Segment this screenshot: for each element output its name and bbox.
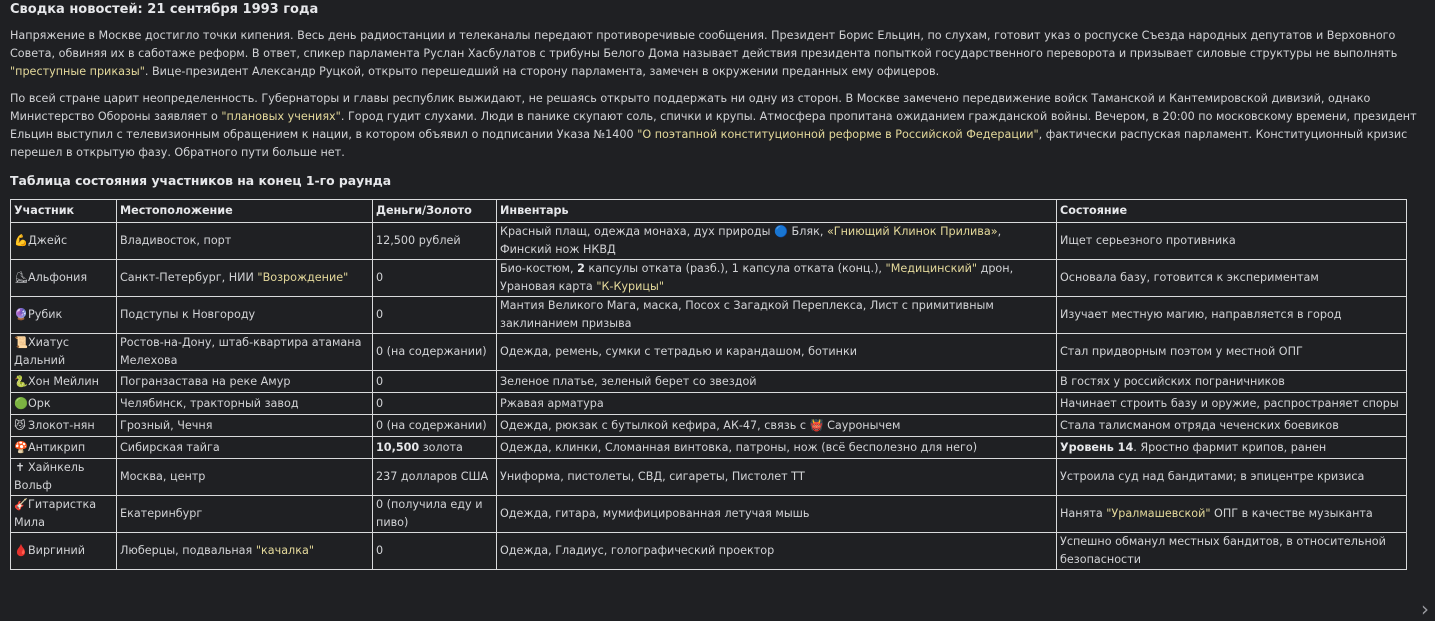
table-row xyxy=(11,223,1407,260)
table-row xyxy=(11,496,1407,533)
location-cell xyxy=(117,415,373,437)
page-title: Сводка новостей: 21 сентября 1993 года xyxy=(10,2,319,17)
text-span: . Город гудит слухами. Люди в панике скупают соль, спички и крупы. Атмосфера пропитана ожиданием гражданской войны. Вечером, в 20:00 по московскому времени, президент Ельцин выступил с телевизионным обращением к нации, в котором объявил о подписании Указа №1400 xyxy=(10,110,1417,141)
cell-text: Москва, центр xyxy=(120,470,206,483)
participant-cell xyxy=(11,334,117,371)
state-cell xyxy=(1057,260,1407,297)
table-row xyxy=(11,415,1407,437)
participant-emoji-icon: ✝ xyxy=(15,461,25,474)
location-cell xyxy=(117,260,373,297)
participant-cell xyxy=(11,533,117,570)
participant-cell xyxy=(11,223,117,260)
text-span: . Вице-президент Александр Руцкой, открыто перешедший на сторону парламента, замечен в окружении преданных ему офицеров. xyxy=(144,65,940,78)
participant-emoji-icon: 🐍 xyxy=(14,374,28,388)
text-span: Напряжение в Москве достигло точки кипения. Весь день радиостанции и телеканалы передают противоречивые сообщения. Президент Борис Ельцин, по слухам, готовит указ о роспуске Съезда народных депутатов и Верховного Совета, обвиняя их в саботаже реформ. В ответ, спикер парламента Руслан Хасбулатов с трибуны Белого Дома называет действия президента попыткой государственного переворота и призывает силовые структуры не выполнять xyxy=(10,29,1398,60)
state-cell xyxy=(1057,371,1407,393)
cell-text: , Финский нож НКВД xyxy=(500,225,1002,256)
participant-name: Джейс xyxy=(28,234,68,247)
cell-text: Ищет серьезного противника xyxy=(1060,234,1236,247)
cell-text: Зеленое платье, зеленый берет со звездой xyxy=(500,374,757,388)
cell-text: Одежда, Гладиус, голографический проектор xyxy=(500,544,775,557)
quote-highlight: «Гниющий Клинок Прилива» xyxy=(826,225,998,238)
participant-emoji-icon: 🟢 xyxy=(14,396,28,410)
location-cell xyxy=(117,334,373,371)
cell-text: Владивосток, порт xyxy=(120,234,232,247)
table-body xyxy=(11,223,1407,570)
cell-text: Люберцы, подвальная xyxy=(120,544,256,557)
inventory-cell xyxy=(497,297,1057,334)
cell-text: Челябинск, тракторный завод xyxy=(120,396,299,410)
participant-name: Злокот-нян xyxy=(28,418,95,432)
quote-highlight: "Медицинский" xyxy=(885,262,978,275)
participant-name: Виргиний xyxy=(28,544,86,557)
participant-name: Хиатус Дальний xyxy=(14,336,70,367)
cell-text: 0 xyxy=(376,271,384,284)
cell-text: капсулы отката (разб.), 1 капсула отката (конц.), xyxy=(584,262,886,275)
location-cell xyxy=(117,533,373,570)
participant-cell xyxy=(11,415,117,437)
inline-emoji-icon: 🔵 xyxy=(774,225,788,238)
location-cell xyxy=(117,297,373,334)
cell-text: Униформа, пистолеты, СВД, сигареты, Пистолет ТТ xyxy=(500,470,805,483)
header-money: Деньги/Золото xyxy=(373,200,497,223)
cell-text: Изучает местную магию, направляется в город xyxy=(1060,308,1342,321)
participant-emoji-icon: 🔮 xyxy=(14,308,28,321)
cell-text: Устроила суд над бандитами; в эпицентре кризиса xyxy=(1060,470,1365,483)
table-row xyxy=(11,371,1407,393)
money-cell xyxy=(373,297,497,334)
text-span: , фактически распуская парламент. Конституционный кризис перешел в открытую фазу. Обратного пути больше нет. xyxy=(10,128,1408,159)
inventory-cell xyxy=(497,437,1057,459)
cell-text: 12,500 рублей xyxy=(376,234,461,247)
participant-name: Хон Мейлин xyxy=(28,374,99,388)
cell-text: . Яростно фармит крипов, ранен xyxy=(1133,440,1327,454)
participant-cell xyxy=(11,393,117,415)
cell-text: 0 (получила еду и пиво) xyxy=(376,498,483,529)
inventory-cell xyxy=(497,393,1057,415)
table-title: Таблица состояния участников на конец 1-го раунда xyxy=(10,173,392,188)
cell-text: 10,500 xyxy=(376,440,420,454)
inventory-cell xyxy=(497,415,1057,437)
table-row xyxy=(11,437,1407,459)
cell-text: Начинает строить базу и оружие, распространяет споры xyxy=(1060,396,1399,410)
cell-text: 0 (на содержании) xyxy=(376,345,487,358)
money-cell xyxy=(373,496,497,533)
participant-emoji-icon: ⛸ xyxy=(14,271,29,284)
cell-text: Подступы к Новгороду xyxy=(120,308,256,321)
participant-emoji-icon: 😼 xyxy=(14,418,26,432)
quote-highlight: "преступные приказы" xyxy=(10,65,145,78)
cell-text: Екатеринбург xyxy=(120,507,203,520)
cell-text: Красный плащ, одежда монаха, дух природы xyxy=(500,225,775,238)
state-cell xyxy=(1057,415,1407,437)
cell-text: Одежда, клинки, Сломанная винтовка, патроны, нож (всё бесполезно для него) xyxy=(500,440,978,454)
state-cell xyxy=(1057,393,1407,415)
state-cell xyxy=(1057,223,1407,260)
state-cell xyxy=(1057,533,1407,570)
location-cell xyxy=(117,371,373,393)
cell-text: Успешно обманул местных бандитов, в относительной безопасности xyxy=(1060,535,1386,566)
inline-emoji-icon: 👹 xyxy=(809,418,824,432)
money-cell xyxy=(373,533,497,570)
cell-text: 0 xyxy=(376,308,384,321)
participant-emoji-icon: 🩸 xyxy=(14,544,28,557)
participant-name: Хайнкель Вольф xyxy=(14,461,85,492)
money-cell xyxy=(373,437,497,459)
header-participant: Участник xyxy=(11,200,117,223)
participant-emoji-icon: 📜 xyxy=(14,336,28,349)
participant-name: Альфония xyxy=(28,271,88,284)
header-location: Местоположение xyxy=(117,200,373,223)
quote-highlight: "Уралмашевской" xyxy=(1106,507,1211,520)
state-cell xyxy=(1057,496,1407,533)
cell-text: Одежда, гитара, мумифицированная летучая мышь xyxy=(500,507,810,520)
money-cell xyxy=(373,415,497,437)
cell-text: Стал придворным поэтом у местной ОПГ xyxy=(1060,345,1303,358)
quote-highlight: "О поэтапной конституционной реформе в Российской Федерации" xyxy=(637,128,1039,141)
location-cell xyxy=(117,223,373,260)
quote-highlight: "Возрождение" xyxy=(257,271,349,284)
cell-text: Бляк, xyxy=(787,225,827,238)
participant-name: Антикрип xyxy=(28,440,86,454)
participants-table xyxy=(10,199,1407,570)
cell-text: 0 xyxy=(376,374,384,388)
participant-emoji-icon: 🎸 xyxy=(14,498,28,511)
cell-text: Стала талисманом отряда чеченских боевиков xyxy=(1060,418,1339,432)
cell-text: Санкт-Петербург, НИИ xyxy=(120,271,258,284)
table-header-row xyxy=(11,200,1407,223)
cell-text: Одежда, ремень, сумки с тетрадью и карандашом, ботинки xyxy=(500,345,858,358)
table-row xyxy=(11,334,1407,371)
cell-text: Нанята xyxy=(1060,507,1107,520)
inventory-cell xyxy=(497,459,1057,496)
quote-highlight: "плановых учениях" xyxy=(221,110,341,123)
cell-text: 237 долларов США xyxy=(376,470,489,483)
state-cell xyxy=(1057,437,1407,459)
money-cell xyxy=(373,371,497,393)
table-row xyxy=(11,260,1407,297)
inventory-cell xyxy=(497,260,1057,297)
scroll-right-chevron-icon[interactable]: › xyxy=(1421,597,1429,621)
table-row xyxy=(11,393,1407,415)
cell-text: 0 xyxy=(376,544,384,557)
text-span: По всей стране царит неопределенность. Губернаторы и главы республик выжидают, не решаясь открыто поддержать ни одну из сторон. В Москве замечено передвижение войск Таманской и Кантемировской дивизий, однако Министерство Обороны заявляет о xyxy=(10,92,1371,123)
cell-text: ОПГ в качестве музыканта xyxy=(1210,507,1373,520)
money-cell xyxy=(373,334,497,371)
cell-text: Ростов-на-Дону, штаб-квартира атамана Мелехова xyxy=(120,336,362,367)
money-cell xyxy=(373,260,497,297)
money-cell xyxy=(373,393,497,415)
news-paragraph-2 xyxy=(10,90,1425,162)
inventory-cell xyxy=(497,496,1057,533)
participant-emoji-icon: 🍄 xyxy=(14,440,28,454)
cell-text: В гостях у российских пограничников xyxy=(1060,374,1285,388)
participant-cell xyxy=(11,496,117,533)
quote-highlight: "качалка" xyxy=(255,544,314,557)
header-inventory: Инвентарь xyxy=(497,200,1057,223)
cell-text: Погранзастава на реке Амур xyxy=(120,374,291,388)
cell-text: Уровень 14 xyxy=(1060,440,1134,454)
participant-cell xyxy=(11,371,117,393)
cell-text: Мантия Великого Мага, маска, Посох с Загадкой Переплекса, Лист с примитивным заклинанием призыва xyxy=(500,299,994,330)
participant-emoji-icon: 💪 xyxy=(14,234,28,247)
participant-cell xyxy=(11,459,117,496)
location-cell xyxy=(117,459,373,496)
state-cell xyxy=(1057,297,1407,334)
participant-cell xyxy=(11,260,117,297)
participant-cell xyxy=(11,437,117,459)
news-paragraph-1 xyxy=(10,27,1425,81)
inventory-cell xyxy=(497,371,1057,393)
location-cell xyxy=(117,393,373,415)
location-cell xyxy=(117,496,373,533)
table-row xyxy=(11,297,1407,334)
participant-name: Орк xyxy=(28,396,51,410)
header-state: Состояние xyxy=(1057,200,1407,223)
money-cell xyxy=(373,223,497,260)
cell-text: 0 (на содержании) xyxy=(376,418,487,432)
cell-text: 0 xyxy=(376,396,384,410)
cell-text: Грозный, Чечня xyxy=(120,418,213,432)
cell-text: 2 xyxy=(577,262,585,275)
cell-text: дрон, Урановая карта xyxy=(500,262,1014,293)
cell-text: золота xyxy=(419,440,463,454)
state-cell xyxy=(1057,334,1407,371)
cell-text: Сауронычем xyxy=(823,418,901,432)
inventory-cell xyxy=(497,334,1057,371)
cell-text: Одежда, рюкзак с бутылкой кефира, АК-47, связь с xyxy=(500,418,810,432)
cell-text: Сибирская тайга xyxy=(120,440,220,454)
table-row xyxy=(11,533,1407,570)
cell-text: Био-костюм, xyxy=(500,262,578,275)
table-row xyxy=(11,459,1407,496)
inventory-cell xyxy=(497,533,1057,570)
money-cell xyxy=(373,459,497,496)
state-cell xyxy=(1057,459,1407,496)
quote-highlight: "К-Курицы" xyxy=(596,280,664,293)
participant-name: Рубик xyxy=(28,308,63,321)
participant-cell xyxy=(11,297,117,334)
cell-text: Основала базу, готовится к экспериментам xyxy=(1060,271,1319,284)
cell-text: Ржавая арматура xyxy=(500,396,604,410)
location-cell xyxy=(117,437,373,459)
inventory-cell xyxy=(497,223,1057,260)
participant-name: Гитаристка Мила xyxy=(14,498,97,529)
